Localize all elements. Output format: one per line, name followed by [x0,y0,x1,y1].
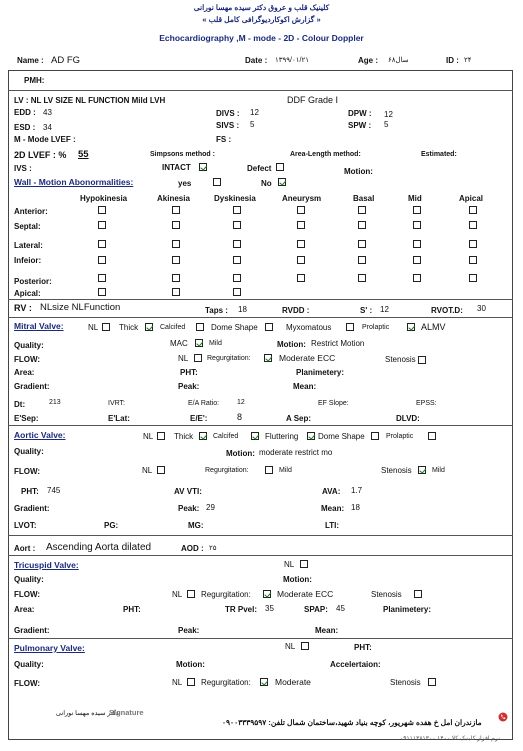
rv-label: RV : [14,303,32,313]
name-value: AD FG [51,55,81,66]
tricuspid-gradient-label: Gradient: [14,626,50,635]
intact-checkbox[interactable] [199,163,207,171]
ivs-label: IVS : [14,164,32,173]
col-apical: Apical [459,194,484,203]
mitral-mean-label: Mean: [293,382,317,391]
wall-checkbox[interactable] [413,256,421,264]
aortic-fluttering-checkbox[interactable] [307,432,315,440]
aortic-stenosis-value: Mild [432,467,445,474]
wall-checkbox[interactable] [233,206,241,214]
wall-checkbox[interactable] [297,206,305,214]
mitral-calcified-label: Calcifed [160,324,186,331]
id-label: ID : [446,56,459,65]
intact-label: INTACT [162,163,191,172]
wall-checkbox[interactable] [413,240,421,248]
aortic-motion-value: moderate restrict mo [259,448,333,457]
wall-checkbox[interactable] [233,221,241,229]
aortic-flow-label: FLOW: [14,467,41,476]
wall-checkbox[interactable] [469,240,477,248]
wall-checkbox[interactable] [98,206,106,214]
doctor-name: دکتر سیده مهسا نورانی [56,710,119,717]
rvotd-value: 30 [477,304,486,313]
wall-yes-checkbox[interactable] [213,178,221,186]
age-label: Age : [358,56,378,65]
esd-label: ESD : [14,123,36,132]
divider [8,638,513,639]
mitral-dt-value: 213 [49,399,61,406]
mitral-flow-label: FLOW: [14,355,41,364]
aortic-nl-label: NL [143,432,154,441]
aortic-regurg-label: Regurgitation: [205,467,249,474]
aortic-thick-checkbox[interactable] [199,432,207,440]
divider [8,535,513,536]
mitral-nl-label: NL [88,323,99,332]
wall-yes-label: yes [178,179,192,188]
wall-checkbox[interactable] [172,288,180,296]
id-value: ۲۴ [464,57,472,64]
mitral-mild-label: Mild [209,340,222,347]
aortic-ava-value: 1.7 [351,486,363,495]
tricuspid-nl-checkbox[interactable] [300,560,308,568]
pulmonary-stenosis-label: Stenosis [390,678,421,687]
divider [8,555,513,556]
aortic-lti-label: LTI: [325,521,340,530]
aortic-gradient-label: Gradient: [14,504,50,513]
sivs-label: SIVS : [216,121,240,130]
tricuspid-peak-label: Peak: [178,626,200,635]
mmode-lvef-label: M - Mode LVEF : [14,135,76,144]
col-aneurysm: Aneurysm [282,194,322,203]
mitral-flow-nl-label: NL [178,354,189,363]
tricuspid-regurg-value: Moderate ECC [277,589,334,599]
pulmonary-quality-label: Quality: [14,660,44,669]
mitral-elat-label: E'Lat: [108,414,130,423]
fs-label: FS : [216,135,232,144]
mitral-dome-label: Dome Shape [211,323,258,332]
wall-checkbox[interactable] [98,274,106,282]
tricuspid-mean-label: Mean: [315,626,339,635]
mitral-motion-value: Restrict Motion [311,339,365,348]
divs-label: DIVS : [216,109,240,118]
edd-label: EDD : [14,108,36,117]
ivs-motion-label: Motion: [344,167,373,176]
esd-value: 34 [43,123,52,132]
software-footer: نرم افزار کلینیک کلا ۱۴۰۰ ۰۹۱۱۱۳۸۱۳۰۰ [400,736,500,742]
mitral-flow-nl-checkbox[interactable] [194,354,202,362]
mitral-ivrt-label: IVRT: [108,400,125,407]
aortic-fluttering-label: Fluttering [265,432,299,441]
mitral-ea-label: E/A Ratio: [188,400,220,407]
aortic-regurg-value: Mild [279,467,292,474]
aortic-lvot-label: LVOT: [14,521,37,530]
aortic-mean-value: 18 [351,503,360,512]
mitral-planimetery-label: Planimetery: [296,368,345,377]
wall-checkbox[interactable] [233,240,241,248]
s-prime-label: S' : [360,306,373,315]
aorta-label: Aort : [14,544,36,553]
date-value: ۱۳۹۹/۰۱/۲۱ [275,57,309,64]
mitral-mac-label: MAC [170,339,188,348]
aortic-pht-label: PHT: [21,487,39,496]
tricuspid-trpvel-label: TR Pvel: [225,605,258,614]
tricuspid-quality-label: Quality: [14,575,44,584]
wall-checkbox[interactable] [98,256,106,264]
aortic-calcified-label: Calcifed [213,433,239,440]
rvotd-label: RVOT.D: [431,306,463,315]
dpw-label: DPW : [348,109,372,118]
aortic-motion-label: Motion: [226,449,255,458]
defect-label: Defect [247,164,272,173]
tricuspid-spap-label: SPAP: [304,605,328,614]
aortic-dome-checkbox[interactable] [371,432,379,440]
tricuspid-flow-label: FLOW: [14,590,41,599]
aortic-stenosis-label: Stenosis [381,466,412,475]
wall-checkbox[interactable] [358,274,366,282]
mitral-calcified-checkbox[interactable] [196,323,204,331]
dpw-value: 12 [384,110,393,119]
pulmonary-flow-label: FLOW: [14,679,41,688]
mitral-regurg-label: Regurgitation: [207,355,251,362]
wall-checkbox[interactable] [297,256,305,264]
aorta-value: Ascending Aorta dilated [46,542,152,553]
col-akinesia: Akinesia [157,194,190,203]
wall-checkbox[interactable] [172,206,180,214]
wall-checkbox[interactable] [358,240,366,248]
wall-checkbox[interactable] [358,256,366,264]
wall-checkbox[interactable] [172,256,180,264]
clinic-name: کلینیک قلب و عروق دکتر سیده مهسا نورانی [193,3,330,12]
wall-checkbox[interactable] [297,221,305,229]
tricuspid-motion-label: Motion: [283,575,312,584]
col-dyskinesia: Dyskinesia [214,194,256,203]
lv-summary: LV : NL LV SIZE NL FUNCTION Mild LVH [14,96,166,105]
aod-label: AOD : [181,544,204,553]
divider [8,90,513,91]
lvef-label: 2D LVEF : % [14,150,67,160]
mitral-ea-value: 12 [237,399,245,406]
col-basal: Basal [353,194,375,203]
mitral-epss-label: EPSS: [416,400,437,407]
aortic-peak-label: Peak: [178,504,200,513]
mitral-regurg-value: Moderate ECC [279,353,336,363]
aortic-pht-value: 745 [47,486,61,495]
tricuspid-trpvel-value: 35 [265,604,274,613]
aortic-regurg-checkbox[interactable] [265,466,273,474]
aortic-stenosis-checkbox[interactable] [418,466,426,474]
aortic-quality-label: Quality: [14,447,44,456]
wall-checkbox[interactable] [98,221,106,229]
mitral-ee-label: E/E': [190,414,208,423]
pulmonary-regurg-value: Moderate [275,677,311,687]
age-value: ۶۸سال [388,57,409,64]
pulmonary-stenosis-checkbox[interactable] [428,678,436,686]
mitral-quality-label: Quality: [14,341,44,350]
area-length-label: Area-Length method: [290,151,361,158]
aortic-pg-label: PG: [104,521,119,530]
wall-checkbox[interactable] [233,256,241,264]
wall-checkbox[interactable] [98,240,106,248]
tricuspid-flow-nl-label: NL [172,590,183,599]
divs-value: 12 [250,108,259,117]
pulmonary-nl-checkbox[interactable] [301,642,309,650]
wall-checkbox[interactable] [172,221,180,229]
row-anterior: Anterior: [14,207,48,216]
aortic-title: Aortic Valve: [14,430,66,440]
mitral-ef-slope-label: EF Slope: [318,400,349,407]
phone-icon [498,712,508,724]
tricuspid-planimetery-label: Planimetery: [383,605,432,614]
aortic-calcified-checkbox[interactable] [251,432,259,440]
mitral-dt-label: Dt: [14,400,26,409]
wall-no-checkbox[interactable] [278,178,286,186]
aortic-peak-value: 29 [206,503,215,512]
wall-checkbox[interactable] [358,221,366,229]
wall-checkbox[interactable] [413,221,421,229]
mitral-ee-value: 8 [237,412,243,422]
tricuspid-area-label: Area: [14,605,35,614]
taps-value: 18 [238,305,247,314]
spw-value: 5 [384,120,389,129]
mitral-prolaptic-checkbox[interactable] [407,323,415,331]
wall-no-label: No [261,179,272,188]
mitral-dlvd-label: DLVD: [396,414,420,423]
mitral-myxomatous-label: Myxomatous [286,323,332,332]
mitral-prolaptic-label: Prolaptic [362,324,390,331]
wall-checkbox[interactable] [413,206,421,214]
aortic-nl-checkbox[interactable] [157,432,165,440]
wall-checkbox[interactable] [233,274,241,282]
tricuspid-flow-nl-checkbox[interactable] [187,590,195,598]
pulmonary-regurg-checkbox[interactable] [260,678,268,686]
pulmonary-acceleration-label: Accelertaion: [330,660,381,669]
mitral-gradient-label: Gradient: [14,382,50,391]
defect-checkbox[interactable] [276,163,284,171]
mitral-stenosis-checkbox[interactable] [418,356,426,364]
mitral-myxomatous-checkbox[interactable] [346,323,354,331]
aortic-thick-label: Thick [174,432,194,441]
divider [8,317,513,318]
mitral-stenosis-label: Stenosis [385,355,416,364]
lvef-value: 55 [78,149,89,160]
pulmonary-pht-label: PHT: [354,643,372,652]
aortic-mg-label: MG: [188,521,204,530]
estimated-label: Estimated: [421,151,457,158]
row-inferior: Infeior: [14,256,42,265]
wall-checkbox[interactable] [413,274,421,282]
mitral-thick-label: Thick [119,323,139,332]
ddf-grade: DDF Grade I [287,95,339,105]
divider [8,425,513,426]
mitral-motion-label: Motion: [277,340,306,349]
mitral-peak-label: Peak: [178,382,200,391]
tricuspid-stenosis-label: Stenosis [371,590,402,599]
aortic-ava-label: AVA: [322,487,341,496]
aod-value: ۲۵ [209,545,217,552]
tricuspid-pht-label: PHT: [123,605,141,614]
mitral-almv-label: ALMV [421,322,446,332]
sivs-value: 5 [250,120,255,129]
date-label: Date : [245,56,268,65]
wall-checkbox[interactable] [297,240,305,248]
pulmonary-nl-label: NL [285,642,296,651]
rv-value: NLsize NLFunction [40,302,121,313]
aortic-flow-nl-checkbox[interactable] [157,466,165,474]
pulmonary-title: Pulmonary Valve: [14,643,85,653]
row-septal: Septal: [14,222,41,231]
aortic-prolaptic-label: Prolaptic [386,433,414,440]
report-subtitle: « گزارش اکوکاردیوگرافی کامل قلب » [202,15,321,24]
wall-checkbox[interactable] [469,274,477,282]
mitral-esep-label: E'Sep: [14,414,39,423]
aortic-prolaptic-checkbox[interactable] [428,432,436,440]
mitral-mac-checkbox[interactable] [195,339,203,347]
mitral-dome-checkbox[interactable] [265,323,273,331]
report-title: Echocardiography ,M - mode - 2D - Colour Doppler [159,33,364,43]
aortic-avvti-label: AV VTI: [174,487,202,496]
pulmonary-flow-nl-checkbox[interactable] [187,678,195,686]
row-lateral: Lateral: [14,241,43,250]
wall-checkbox[interactable] [172,274,180,282]
aortic-flow-nl-label: NL [142,466,153,475]
rvdd-label: RVDD : [282,306,310,315]
row-apical: Apical: [14,289,41,298]
mitral-asep-label: A Sep: [286,414,312,423]
row-posterior: Posterior: [14,277,52,286]
mitral-regurg-checkbox[interactable] [264,354,272,362]
name-label: Name : [17,56,44,65]
edd-value: 43 [43,108,52,117]
wall-checkbox[interactable] [358,206,366,214]
aortic-mean-label: Mean: [321,504,345,513]
wall-checkbox[interactable] [469,256,477,264]
pulmonary-regurg-label: Regurgitation: [201,678,251,687]
tricuspid-stenosis-checkbox[interactable] [414,590,422,598]
pmh-label: PMH: [24,76,45,85]
simpsons-label: Simpsons method : [150,151,215,158]
wall-motion-title: Wall - Motion Abonormalities: [14,177,134,187]
pulmonary-flow-nl-label: NL [172,678,183,687]
clinic-address: مازندران امل خ هفده شهریور، کوچه بنیاد شهید،ساختمان شمال تلفن: ۰۹۰۰۳۳۳۹۵۹۷ [222,718,482,727]
col-mid: Mid [408,194,422,203]
wall-checkbox[interactable] [172,240,180,248]
tricuspid-nl-label: NL [284,560,295,569]
tricuspid-regurg-checkbox[interactable] [263,590,271,598]
divider [8,299,513,300]
aortic-dome-label: Dome Shape [318,432,365,441]
mitral-nl-checkbox[interactable] [102,323,110,331]
spw-label: SPW : [348,121,372,130]
wall-checkbox[interactable] [469,206,477,214]
wall-checkbox[interactable] [98,288,106,296]
wall-checkbox[interactable] [469,221,477,229]
tricuspid-title: Tricuspid Valve: [14,560,79,570]
wall-checkbox[interactable] [297,274,305,282]
mitral-thick-checkbox[interactable] [145,323,153,331]
tricuspid-spap-value: 45 [336,604,345,613]
mitral-title: Mitral Valve: [14,321,64,331]
signature-label: Signature [109,708,144,717]
wall-checkbox[interactable] [233,288,241,296]
pulmonary-motion-label: Motion: [176,660,205,669]
mitral-area-label: Area: [14,368,35,377]
s-prime-value: 12 [380,305,389,314]
taps-label: Taps : [205,306,228,315]
mitral-pht-label: PHT: [180,368,198,377]
tricuspid-regurg-label: Regurgitation: [201,590,251,599]
col-hypokinesia: Hypokinesia [80,194,128,203]
